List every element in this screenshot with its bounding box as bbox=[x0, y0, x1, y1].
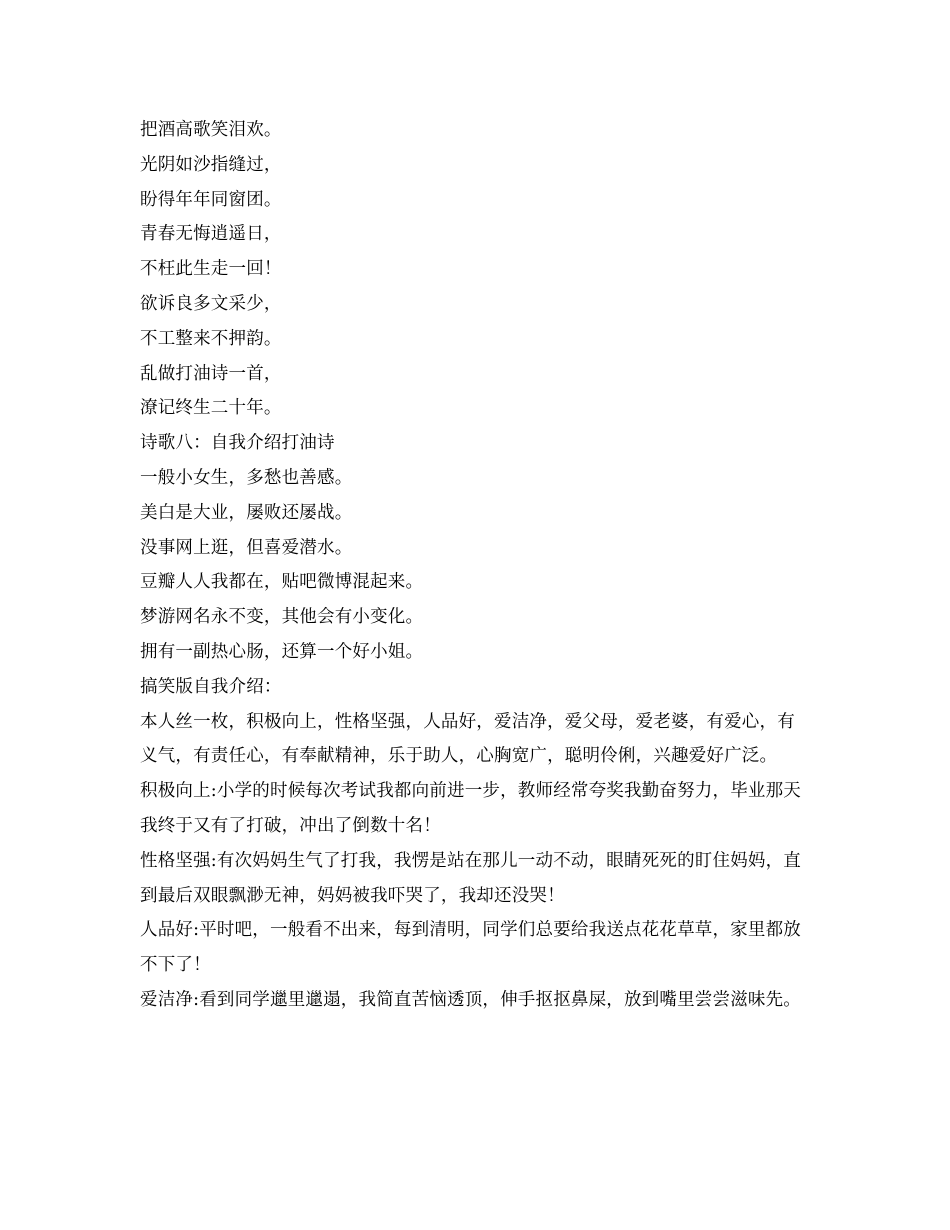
text-line-16: 拥有一副热心肠，还算一个好小姐。 bbox=[140, 641, 424, 662]
paragraph-strong: 性格坚强:有次妈妈生气了打我，我愣是站在那儿一动不动，眼睛死死的盯住妈妈，直到最后双眼飘渺无神，妈妈被我吓哭了，我却还没哭！ bbox=[140, 850, 801, 906]
document-page bbox=[140, 113, 810, 1018]
paragraph-character: 人品好:平时吧，一般看不出来，每到清明，同学们总要给我送点花花草草，家里都放不下了！ bbox=[140, 920, 801, 976]
text-line-4: 青春无悔逍遥日， bbox=[140, 224, 282, 245]
text-line-5: 不枉此生走一回！ bbox=[140, 259, 282, 280]
text-line-7: 不工整来不押韵。 bbox=[140, 328, 282, 349]
subsection-heading: 搞笑版自我介绍： bbox=[140, 676, 282, 697]
text-line-14: 豆瓣人人我都在，贴吧微博混起来。 bbox=[140, 572, 424, 593]
paragraph-positive: 积极向上:小学的时候每次考试我都向前进一步，教师经常夸奖我勤奋努力，毕业那天我终于又有了打破，冲出了倒数十名！ bbox=[140, 781, 801, 836]
section-heading: 诗歌八：自我介绍打油诗 bbox=[140, 433, 335, 454]
text-line-1: 把酒高歌笑泪欢。 bbox=[140, 120, 282, 140]
text-line-9: 潦记终生二十年。 bbox=[140, 398, 282, 419]
text-line-11: 一般小女生，多愁也善感。 bbox=[140, 467, 353, 488]
paragraph-clean: 爱洁净:看到同学邋里邋遢，我简直苦恼透顶，伸手抠抠鼻屎，放到嘴里尝尝滋味先。 bbox=[140, 989, 801, 1010]
text-line-2: 光阴如沙指缝过， bbox=[140, 154, 282, 175]
text-line-13: 没事网上逛，但喜爱潜水。 bbox=[140, 537, 353, 558]
text-line-6: 欲诉良多文采少， bbox=[140, 293, 282, 314]
paragraph-intro: 本人丝一枚，积极向上，性格坚强，人品好，爱洁净，爱父母，爱老婆，有爱心，有义气，有责任心，有奉献精神，乐于助人，心胸宽广，聪明伶俐，兴趣爱好广泛。 bbox=[140, 711, 795, 767]
text-line-15: 梦游网名永不变，其他会有小变化。 bbox=[140, 607, 424, 628]
text-line-12: 美白是大业，屡败还屡战。 bbox=[140, 502, 353, 523]
text-line-8: 乱做打油诗一首， bbox=[140, 363, 282, 384]
text-line-3: 盼得年年同窗团。 bbox=[140, 189, 282, 210]
